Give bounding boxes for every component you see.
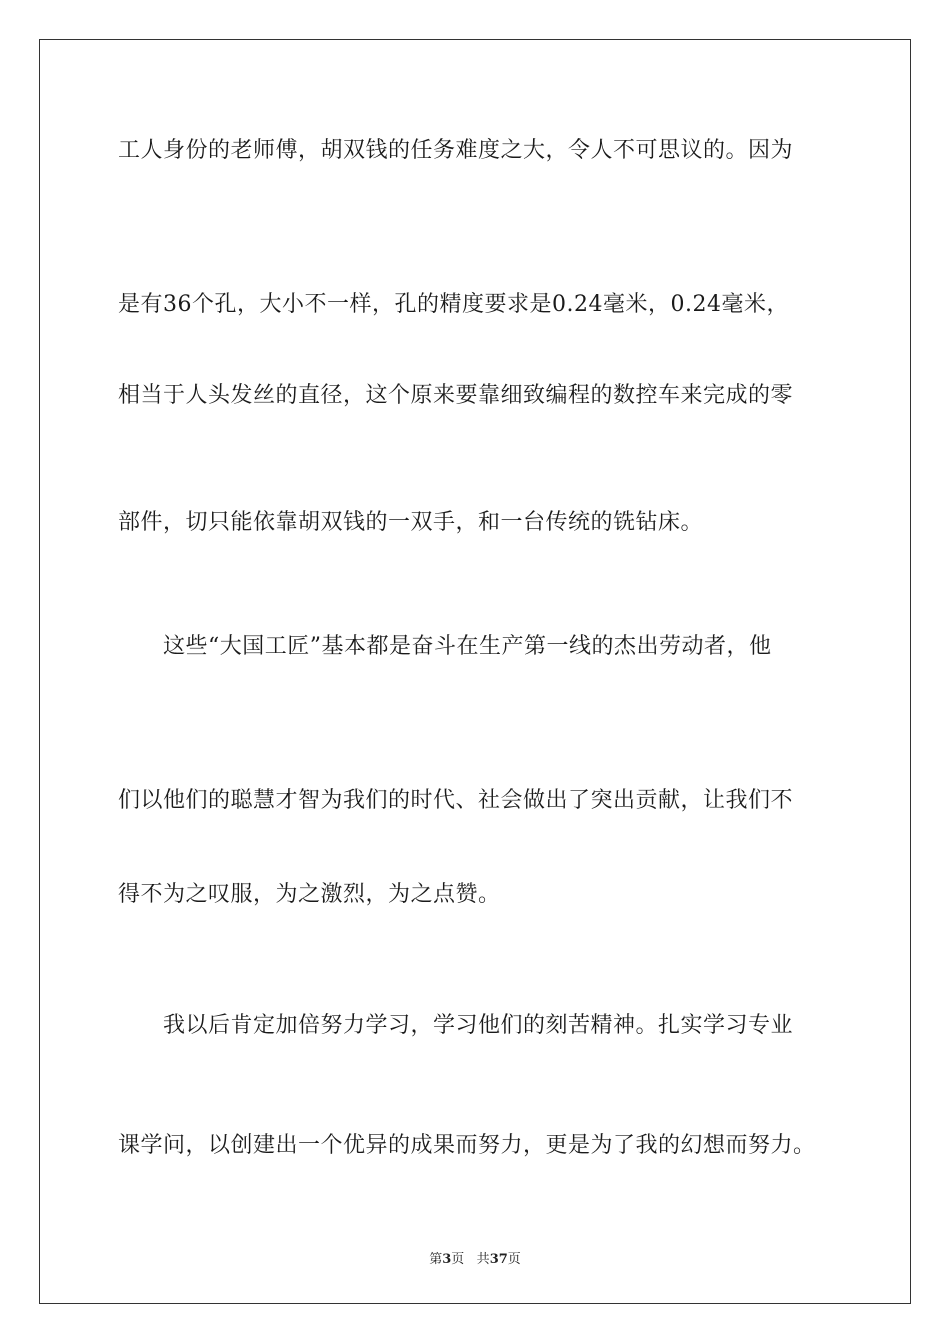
body-text-line: 课学问，以创建出一个优异的成果而努力，更是为了我的幻想而努力。 (118, 1133, 816, 1158)
body-text-line: 我以后肯定加倍努力学习，学习他们的刻苦精神。扎实学习专业 (118, 1013, 794, 1038)
total-pages-number: 37 (489, 1252, 508, 1267)
current-page-number: 3 (442, 1252, 452, 1267)
total-label-suffix: 页 (507, 1252, 521, 1267)
page-label-suffix: 页 (451, 1252, 465, 1267)
page-footer (0, 1248, 950, 1267)
body-text-line: 工人身份的老师傅，胡双钱的任务难度之大，令人不可思议的。因为 (118, 138, 794, 163)
page-border (39, 39, 911, 1304)
body-text-line: 是有36个孔，大小不一样，孔的精度要求是0.24毫米，0.24毫米， (118, 292, 789, 317)
body-text-line: 这些“大国工匠”基本都是奋斗在生产第一线的杰出劳动者，他 (118, 634, 772, 659)
page-label-prefix: 第 (429, 1252, 443, 1267)
body-text-line: 得不为之叹服，为之激烈，为之点赞。 (118, 882, 501, 907)
body-text-line: 相当于人头发丝的直径，这个原来要靠细致编程的数控车来完成的零 (118, 383, 794, 408)
total-label-prefix: 共 (476, 1252, 490, 1267)
body-text-line: 们以他们的聪慧才智为我们的时代、社会做出了突出贡献，让我们不 (118, 788, 794, 813)
body-text-line: 部件，切只能依靠胡双钱的一双手，和一台传统的铣钻床。 (118, 510, 704, 535)
